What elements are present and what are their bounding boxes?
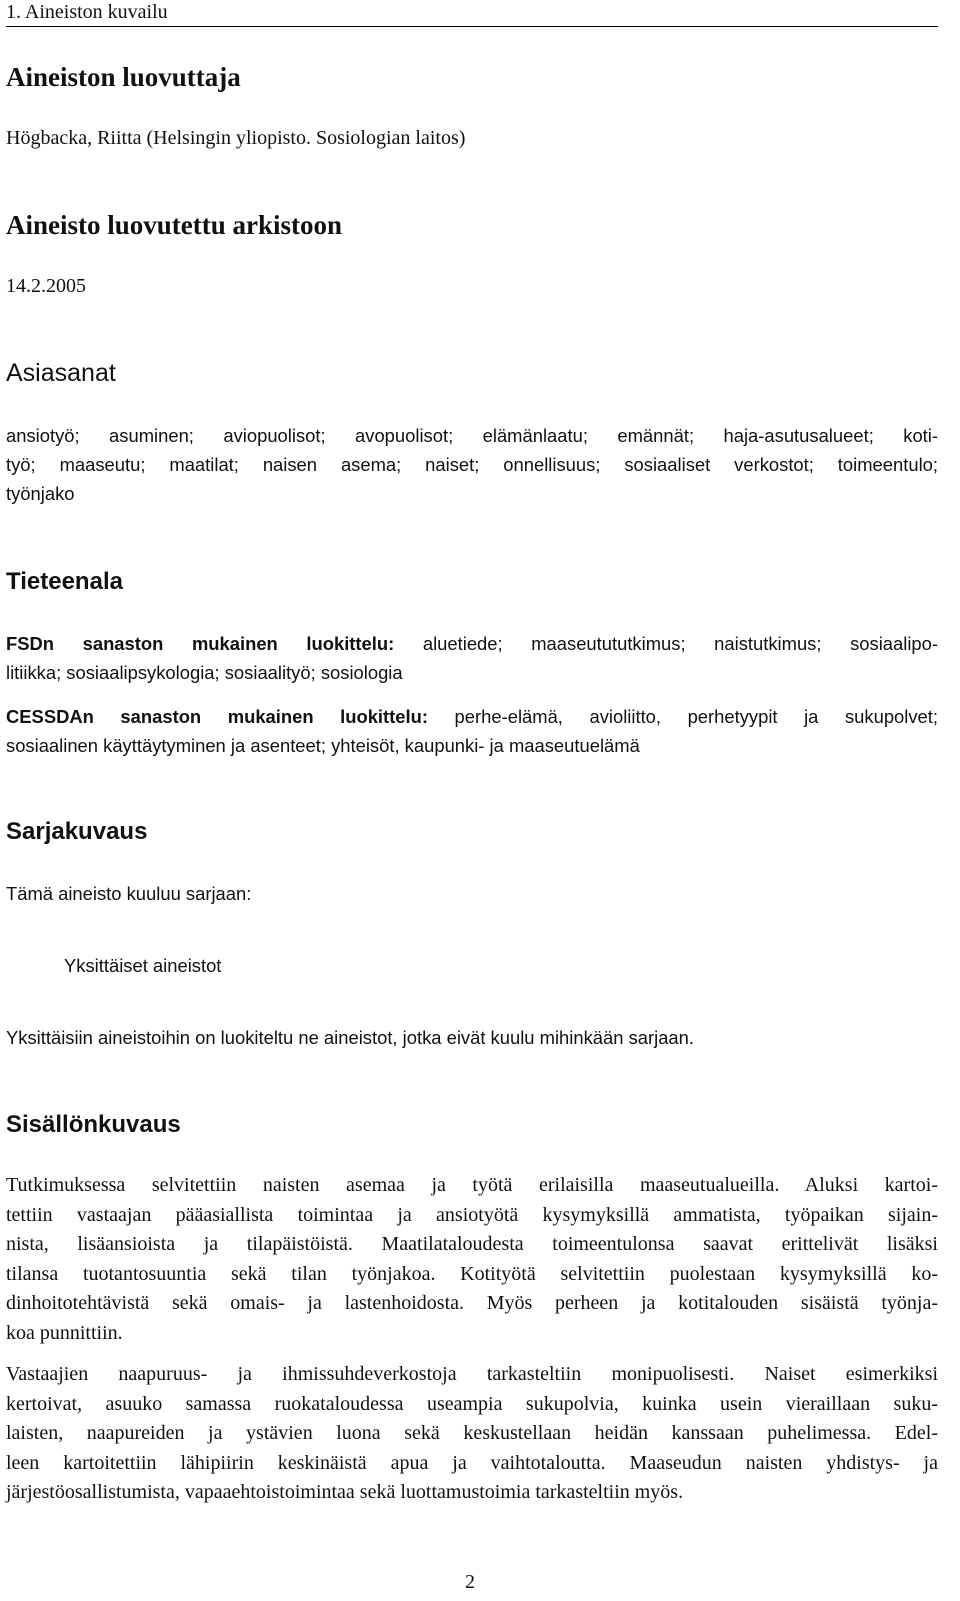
cessda-classification: [6, 702, 938, 760]
fsd-line2: litiikka; sosiaalipsykologia; sosiaalityö; sosiologia: [6, 662, 403, 683]
asiasanat-line: ansiotyö; asuminen; aviopuolisot; avopuolisot; elämänlaatu; emännät; haja-asutusalueet; koti-: [6, 425, 938, 446]
cessda-line1: perhe-elämä, avioliitto, perhetyypit ja sukupolvet;: [428, 706, 938, 727]
content-paragraph-2: [6, 1360, 938, 1508]
fsd-line1: aluetiede; maaseutututkimus; naistutkimus; sosiaalipo-: [394, 633, 938, 654]
luovuttaja-text: Högbacka, Riitta (Helsingin yliopisto. Sosiologian laitos): [6, 127, 466, 149]
paragraph-line: kertoivat, asuuko samassa ruokataloudessa useampia sukupolvia, kuinka usein vieraillaan suku-: [6, 1392, 938, 1415]
page-number: 2: [465, 1571, 475, 1593]
asiasanat-text: [6, 421, 938, 508]
sarjakuvaus-intro: Tämä aineisto kuuluu sarjaan:: [6, 883, 252, 904]
sarjakuvaus-description: Yksittäisiin aineistoihin on luokiteltu ne aineistot, jotka eivät kuulu mihinkään sarjaan.: [6, 1027, 694, 1048]
paragraph-line: nista, lisäansioista ja tilapäistöistä. Maatilataloudesta toimeentulonsa saavat erittelivät lisäksi: [6, 1233, 938, 1256]
content-paragraph-1: [6, 1171, 938, 1349]
paragraph-line: tilansa tuotantosuuntia sekä tilan työnjakoa. Kotityötä selvitettiin puolestaan kysymyksillä ko-: [6, 1262, 938, 1285]
paragraph-line: koa punnittiin.: [6, 1321, 123, 1344]
asiasanat-line: työ; maaseutu; maatilat; naisen asema; naiset; onnellisuus; sosiaaliset verkostot; toimeentulo;: [6, 454, 938, 475]
running-head: [6, 0, 938, 27]
heading-luovutettu: Aineisto luovutettu arkistoon: [6, 210, 343, 240]
paragraph-line: Vastaajien naapuruus- ja ihmissuhdeverkostoja tarkasteltiin monipuolisesti. Naiset esimerkiksi: [6, 1363, 938, 1385]
heading-tieteenala: Tieteenala: [6, 568, 123, 595]
heading-sisallonkuvaus: Sisällönkuvaus: [6, 1111, 181, 1138]
paragraph-line: järjestöosallistumista, vapaaehtoistoimintaa sekä luottamustoimia tarkasteltiin myös.: [6, 1481, 684, 1504]
cessda-label: CESSDAn sanaston mukainen luokittelu:: [6, 706, 428, 727]
heading-luovuttaja: Aineiston luovuttaja: [6, 62, 241, 92]
cessda-line2: sosiaalinen käyttäytyminen ja asenteet; yhteisöt, kaupunki- ja maaseutuelämä: [6, 735, 640, 756]
asiasanat-line: työnjako: [6, 483, 75, 504]
fsd-label: FSDn sanaston mukainen luokittelu:: [6, 633, 395, 654]
luovutettu-date: 14.2.2005: [6, 275, 86, 297]
series-name: Yksittäiset aineistot: [64, 955, 222, 976]
fsd-classification: [6, 629, 938, 687]
paragraph-line: dinhoitotehtävistä sekä omais- ja lastenhoidosta. Myös perheen ja kotitalouden sisäistä työnja-: [6, 1292, 938, 1315]
running-head-text: 1. Aineiston kuvailu: [6, 1, 168, 23]
heading-asiasanat: Asiasanat: [6, 359, 116, 387]
paragraph-line: laisten, naapureiden ja ystävien luona sekä keskustellaan heidän kanssaan puhelimessa. Edel-: [6, 1422, 938, 1445]
paragraph-line: Tutkimuksessa selvitettiin naisten asemaa ja työtä erilaisilla maaseutualueilla. Aluksi kartoi-: [6, 1174, 938, 1196]
paragraph-line: tettiin vastaajan pääasiallista toimintaa ja ansiotyötä kysymyksillä ammatista, työpaikan sijain-: [6, 1203, 938, 1226]
paragraph-line: leen kartoitettiin lähipiirin keskinäistä apua ja vaihtotaloutta. Maaseudun naisten yhdistys- ja: [6, 1451, 938, 1474]
heading-sarjakuvaus: Sarjakuvaus: [6, 818, 148, 845]
